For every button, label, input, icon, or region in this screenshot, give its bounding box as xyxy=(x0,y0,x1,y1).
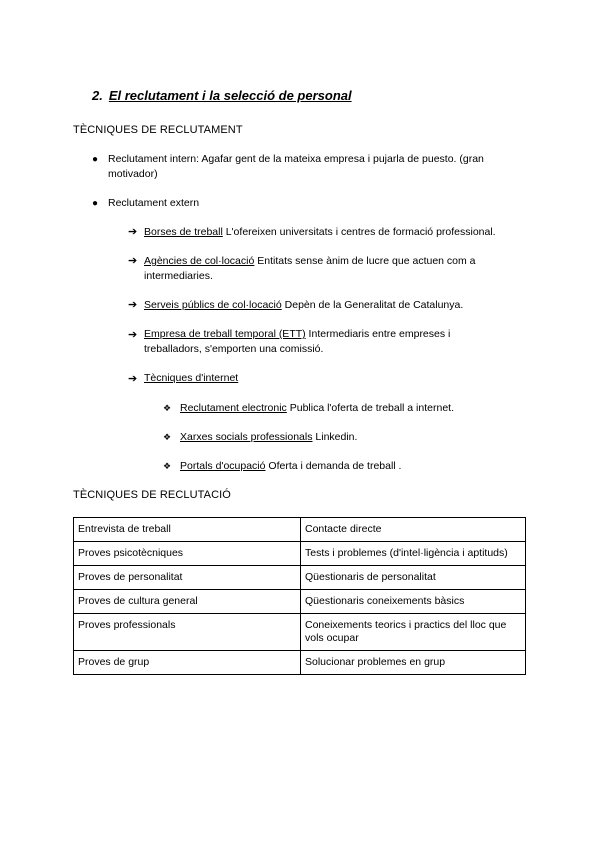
term-desc: Publica l'oferta de treball a internet. xyxy=(286,402,454,414)
table-cell: Qüestionaris de personalitat xyxy=(301,566,526,590)
arrow-item-serveis xyxy=(144,298,534,313)
arrow-item-borses xyxy=(144,225,534,240)
arrow-item-internet xyxy=(144,371,534,386)
techniques-table xyxy=(73,517,526,675)
term-link: Xarxes socials professionals xyxy=(180,431,313,443)
arrow-item-agencies xyxy=(144,254,509,284)
term-desc: Depèn de la Generalitat de Catalunya. xyxy=(281,299,464,311)
term-link: Portals d'ocupació xyxy=(180,460,266,472)
diamond-bullet-icon: ❖ xyxy=(163,403,172,413)
section-title-reclutacio: TÈCNIQUES DE RECLUTACIÓ xyxy=(73,489,231,501)
term-link: Borses de treball xyxy=(144,226,223,238)
bullet-icon: ● xyxy=(92,198,99,209)
table-cell: Proves psicotècniques xyxy=(74,542,301,566)
subitem-reclutament-electronic xyxy=(180,401,540,416)
table-cell: Entrevista de treball xyxy=(74,518,301,542)
term-desc: Entitats sense ànim de lucre que actuen com a intermediaries. xyxy=(144,255,476,282)
term-desc: Oferta i demanda de treball . xyxy=(265,460,402,472)
table-row xyxy=(74,542,526,566)
table-row xyxy=(74,518,526,542)
section-title-reclutament: TÈCNIQUES DE RECLUTAMENT xyxy=(73,124,243,136)
term-desc: Linkedin. xyxy=(312,431,358,443)
heading-title: El reclutament i la selecció de personal xyxy=(108,88,352,103)
table-row xyxy=(74,566,526,590)
heading-number: 2. xyxy=(92,88,103,103)
subitem-portals-ocupacio xyxy=(180,459,540,474)
table-cell: Proves de personalitat xyxy=(74,566,301,590)
arrow-right-icon: ➔ xyxy=(128,329,138,341)
term-desc: Intermediaris entre empreses i treballadors, s'emporten una comissió. xyxy=(144,328,451,355)
bullet-item-extern: Reclutament extern xyxy=(108,197,200,209)
diamond-bullet-icon: ❖ xyxy=(163,432,172,442)
table-cell: Tests i problemes (d'intel·ligència i aptituds) xyxy=(301,542,526,566)
table-cell: Proves professionals xyxy=(74,614,301,651)
table-row xyxy=(74,614,526,651)
bullet-icon: ● xyxy=(92,154,99,165)
arrow-right-icon: ➔ xyxy=(128,299,138,311)
table-cell: Proves de cultura general xyxy=(74,590,301,614)
arrow-item-ett xyxy=(144,327,489,357)
page-heading xyxy=(92,88,352,103)
arrow-right-icon: ➔ xyxy=(128,226,138,238)
table-cell: Solucionar problemes en grup xyxy=(301,651,526,675)
table-cell: Coneixements teorics i practics del lloc que vols ocupar xyxy=(301,614,526,651)
bullet-item-intern: Reclutament intern: Agafar gent de la mateixa empresa i pujarla de puesto. (gran motivador) xyxy=(108,153,484,180)
term-link: Tècniques d'internet xyxy=(144,372,239,384)
table-cell: Qüestionaris coneixements bàsics xyxy=(301,590,526,614)
term-link: Agències de col·locació xyxy=(144,255,255,267)
term-link: Serveis públics de col·locació xyxy=(144,299,282,311)
table-cell: Proves de grup xyxy=(74,651,301,675)
table-row xyxy=(74,590,526,614)
arrow-right-icon: ➔ xyxy=(128,373,138,385)
table-cell: Contacte directe xyxy=(301,518,526,542)
arrow-right-icon: ➔ xyxy=(128,255,138,267)
table-row xyxy=(74,651,526,675)
term-desc: L'ofereixen universitats i centres de formació professional. xyxy=(222,226,496,238)
diamond-bullet-icon: ❖ xyxy=(163,461,172,471)
subitem-xarxes-socials xyxy=(180,430,540,445)
term-link: Empresa de treball temporal (ETT) xyxy=(144,328,306,340)
term-link: Reclutament electronic xyxy=(180,402,287,414)
